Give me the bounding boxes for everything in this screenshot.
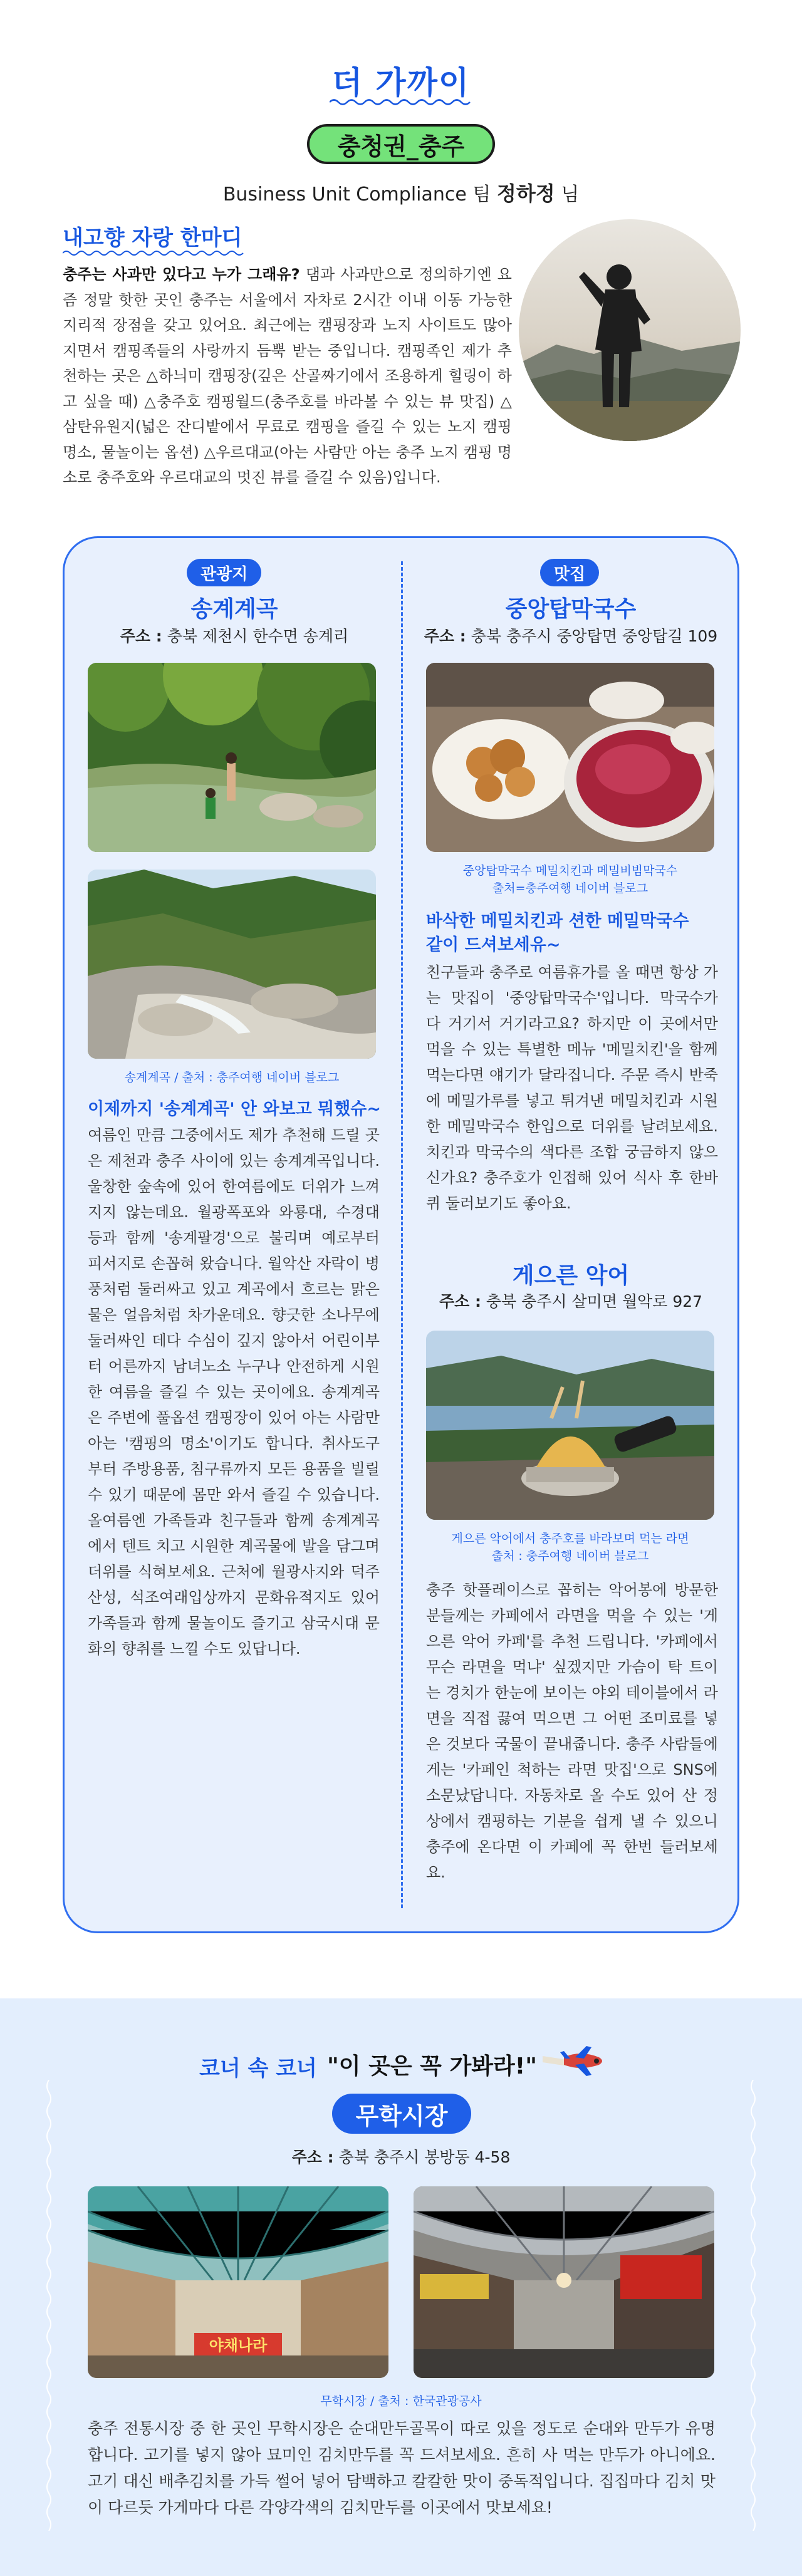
lazy-crocodile-description: 충주 핫플레이스로 꼽히는 악어봉에 방문한 분들께는 카페에서 라면을 먹을 수 있는 '게으른 악어 카페'를 추천 드립니다. '카페에서 무슨 라면을 먹냐' 싶겠지만 가슴이 탁 트이는 경치가 한눈에 보이는 야외 테이블에서 라면을 직접 끓여 먹으면 그 어떤 조미료를 넣은 것보다 국물이 끝내줍니다. 충주 사람들에게는 '카페인 척하는 라면 맛집'으로 SNS에 소문났답니다. 자동차로 올 수도 있어 산 정상에서 캠핑하는 기분을 쉽게 낼 수 있으니 충주에 온다면 이 카페에 꼭 한번 들러보세요.	[426, 1581, 718, 1881]
address-label: 주소 :	[291, 2148, 334, 2166]
songgye-valley-photo-2	[88, 870, 376, 1059]
lazy-crocodile-photo-caption	[426, 1530, 714, 1565]
address-value: 충북 제천시 한수면 송계리	[167, 627, 349, 645]
caption-line: 게으른 악어에서 충주호를 바라보며 먹는 라면	[451, 1532, 689, 1545]
address-jungangtap	[424, 624, 718, 647]
jungangtap-photo-caption	[426, 862, 714, 897]
address-label: 주소 :	[120, 627, 162, 645]
market-address	[0, 2145, 802, 2168]
page-title: 더 가까이	[331, 65, 471, 101]
place-name-songgye: 송계계곡	[190, 596, 278, 622]
place-name-lazy-crocodile: 게으른 악어	[512, 1263, 630, 1289]
market-sign-text: 야채나라	[209, 2337, 268, 2354]
heading-underline-wave	[63, 249, 244, 257]
intro-paragraph	[63, 262, 741, 491]
hometown-heading: 내고향 자랑 한마디	[63, 226, 242, 251]
market-description: 충주 전통시장 중 한 곳인 무학시장은 순대만두골목이 따로 있을 정도로 순대와 만두가 유명합니다. 고기를 넣지 않아 묘미인 김치만두를 꼭 드셔보세요. 흔히 사 먹는 만두가 아니에요. 고기 대신 배추김치를 가득 썰어 넣어 담백하고 칼칼한 맛이 중독적입니다. 집집마다 김치 맛이 다르듯 가게마다 다른 각양각색의 김치만두를 이곳에서 맛보세요!	[88, 2419, 716, 2516]
photo-spacer	[512, 262, 741, 450]
author-line	[0, 178, 802, 207]
jungangtap-food-photo	[426, 663, 714, 852]
address-value: 충북 충주시 살미면 월악로 927	[486, 1292, 703, 1311]
intro-body: 댐과 사과만으로 정의하기엔 요즘 정말 핫한 곳인 충주는 서울에서 자차로 2시간 이내 이동 가능한 지리적 장점을 갖고 있어요. 최근에는 캠핑장과 노지 사이트도 많아지면서 캠핑족들의 사랑까지 듬뿍 받는 중입니다. 캠핑족인 제가 추천하는 곳은 △하늬미 캠핑장(깊은 산골짜기에서 조용하게 힐링이 하고 싶을 때) △충주호 캠핑월드(충주호를 바라볼 수 있는 뷰 맛집) △삼탄유원지(넓은 잔디밭에서 무료로 캠핑을 즐길 수 있는 노지 캠핑 명소, 물놀이는 옵션) △우르대교(아는 사람만 아는 충주 노지 캠핑 명소로 충주호와 우르대교의 멋진 뷰를 즐길 수 있음)입니다.	[63, 266, 512, 486]
department-text: Business Unit Compliance 팀	[222, 184, 491, 205]
column-divider	[401, 561, 403, 1908]
lazy-crocodile-ramen-photo	[426, 1331, 714, 1520]
market-name-badge: 무학시장	[332, 2094, 471, 2134]
songgye-valley-photo-1	[88, 663, 376, 852]
caption-line: 출처=충주여행 네이버 블로그	[492, 881, 648, 895]
jungangtap-subheading	[426, 910, 721, 957]
caption-line: 중앙탑막국수 메밀치킨과 메밀비빔막국수	[462, 864, 678, 878]
place-name-jungangtap: 중앙탑막국수	[505, 596, 637, 622]
corner-quote: "이 곳은 꼭 가봐라!"	[327, 2054, 537, 2079]
address-value: 충북 충주시 봉방동 4-58	[338, 2148, 511, 2166]
market-photo-caption: 무학시장 / 출처 : 한국관광공사	[320, 2394, 482, 2408]
songgye-subheading: 이제까지 '송계계곡' 안 와보고 뭐했슈~	[88, 1099, 381, 1119]
address-label: 주소 :	[424, 627, 466, 645]
wave-decoration	[330, 98, 472, 106]
category-tag-tourism: 관광지	[187, 559, 261, 586]
subheading-line: 같이 드셔보세유~	[426, 935, 561, 955]
author-name: 정하정	[496, 182, 555, 205]
subheading-line: 바삭한 메밀치킨과 션한 메밀막국수	[426, 911, 689, 931]
address-value: 충북 충주시 중앙탑면 중앙탑길 109	[471, 627, 718, 645]
address-songgye	[88, 624, 381, 647]
address-lazy-crocodile	[424, 1289, 718, 1312]
muhak-market-photo-1	[88, 2186, 388, 2378]
muhak-market-photo-2	[414, 2186, 714, 2378]
address-label: 주소 :	[439, 1292, 481, 1311]
corner-label: 코너 속 코너	[199, 2056, 317, 2081]
author-suffix: 님	[561, 184, 580, 205]
category-tag-restaurant: 맛집	[540, 559, 599, 586]
jungangtap-description: 친구들과 충주로 여름휴가를 올 때면 항상 가는 맛집이 '중앙탑막국수'입니다. 막국수가 다 거기서 거기라고요? 하지만 이 곳에서만 먹을 수 있는 특별한 메뉴 '메밀치킨'을 함께 먹는다면 얘기가 달라집니다. 주문 즉시 반죽에 메밀가루를 넣고 튀겨낸 메밀치킨과 시원한 메밀막국수 한입으로 더위를 날려보세요. 치킨과 막국수의 색다른 조합 궁금하지 않으신가요? 충주호가 인접해 있어 식사 후 한바퀴 둘러보기도 좋아요.	[426, 963, 718, 1212]
intro-lead: 충주는 사과만 있다고 누가 그래유?	[63, 266, 300, 283]
caption-line: 출처 : 충주여행 네이버 블로그	[491, 1549, 649, 1563]
region-badge: 충청권_충주	[307, 124, 495, 164]
airplane-icon	[543, 2044, 607, 2079]
songgye-description: 여름인 만큼 그중에서도 제가 추천해 드릴 곳은 제천과 충주 사이에 있는 송계계곡입니다. 울창한 숲속에 있어 한여름에도 더위가 느껴지지 않는데요. 월광폭포와 와룡대, 수경대 등과 함께 '송계팔경'으로 불리며 예로부터 피서지로 손꼽혀 왔습니다. 월악산 자락이 병풍처럼 둘러싸고 있고 계곡에서 흐르는 맑은 물은 얼음처럼 차가운데요. 향긋한 소나무에 둘러싸인 데다 수심이 깊지 않아서 어린이부터 어른까지 남녀노소 누구나 안전하게 시원한 여름을 즐길 수 있는 곳이에요. 송계계곡은 주변에 풀옵션 캠핑장이 있어 아는 사람만 아는 '캠핑의 명소'이기도 합니다. 취사도구부터 주방용품, 침구류까지 모든 용품을 빌릴 수 있기 때문에 몸만 와서 즐길 수 있습니다. 올여름엔 가족들과 친구들과 함께 송계계곡에서 텐트 치고 시원한 계곡물에 발을 담그며 더위를 식혀보세요. 근처에 월광사지와 덕주산성, 석조여래입상까지 문화유적지도 있어 가족들과 함께 물놀이도 즐기고 삼국시대 문화의 향취를 느낄 수도 있답니다.	[88, 1126, 380, 1658]
songgye-photo-caption: 송계계곡 / 출처 : 충주여행 네이버 블로그	[124, 1071, 340, 1084]
